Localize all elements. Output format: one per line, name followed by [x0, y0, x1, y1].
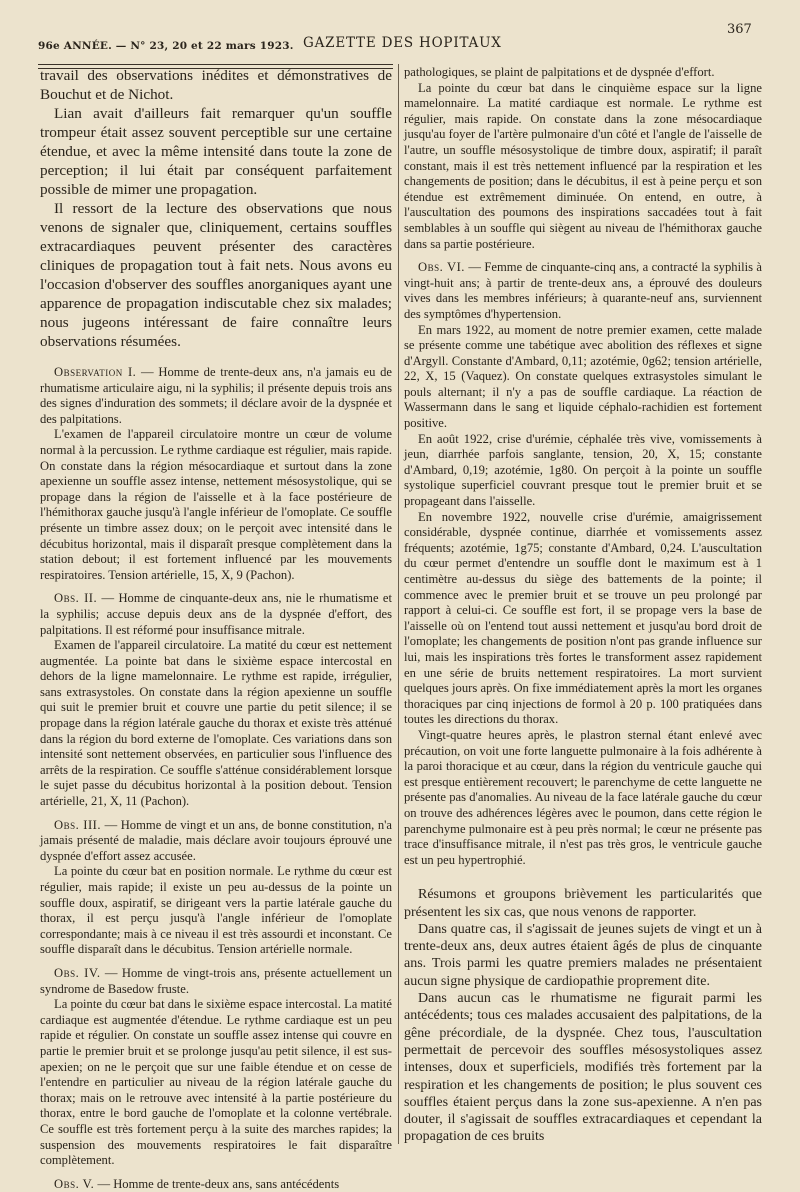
column-divider [398, 64, 399, 1144]
observation-label: Obs. IV. [54, 965, 101, 980]
left-column [40, 66, 392, 1192]
summary-paragraph: Dans aucun cas le rhumatisme ne figurait parmi les antécédents; tous ces malades accusaient des palpitations, de la gêne précordiale, de la dyspnée. Chez tous, l'auscultation permettait de percevoir des souffles mésosystoliques assez intenses, doux et superficiels, modifiés très fortement par la respiration et les changements de position; le plus souvent ces souffles étaient perçus dans la zone sus-apexienne. A n'en pas douter, il s'agissait de souffles extracardiaques et cependant la propagation de ces bruits [404, 991, 762, 1145]
observation-6-paragraph: Vingt-quatre heures après, le plastron sternal étant enlevé avec précaution, on voit une forte languette pulmonaire à la fois adhérente à la paroi thoracique et au cœur, dans la région du ventricule gauche qui est presque entièrement recouvert; le parenchyme de cette languette ne présente pas d'anomalies. Au niveau de la face latérale gauche du cœur on trouve des adhérences légères avec le poumon, dans cette région le parenchyme pulmonaire est à peu près normal; le cœur ne présente pas trace d'insuffisance mitrale, il n'est pas très gros, le ventricule gauche est un peu hypertrophié. [404, 727, 762, 867]
summary-paragraph: Résumons et groupons brièvement les particularités que présentent les six cas, que nous venons de rapporter. [404, 887, 762, 920]
right-column [404, 65, 762, 1146]
observation-label: Obs. VI. [418, 260, 465, 275]
page-number: 367 [727, 22, 752, 37]
summary-paragraph: Dans quatre cas, il s'agissait de jeunes sujets de vingt et un à trente-deux ans, deux autres étaient âgés de plus de cinquante ans. Trois parmi les quatre premiers malades ne présentaient aucun signe physique de cardiopathie proprement dite. [404, 921, 762, 989]
observation-5: Obs. V. — Homme de trente-deux ans, sans antécédents [54, 1176, 340, 1191]
observation-3-exam: La pointe du cœur bat en position normale. Le rythme du cœur est régulier, mais rapide; il existe un peu au-dessus de la pointe un souffle doux, aspiratif, se dirigeant vers la partie latérale gauche du thorax, il est perçu jusqu'à l'angle inférieur de l'omoplate correspondante; mais à ce niveau il est très assourdi et inconstant. Ce souffle disparaît dans le décubitus. Tension artérielle normale. [40, 864, 392, 957]
intro-paragraph: Il ressort de la lecture des observations que nous venons de signaler que, cliniquement, certains souffles extracardiaques peuvent présenter des caractères cliniques de propagation tout à fait nets. Nous avons eu l'occasion d'observer des souffles anorganiques ayant une apparence de propagation indiscutable chez six malades; nous jugeons intéressant de faire connaître leurs observations résumées. [40, 200, 392, 350]
observation-6-paragraph: En mars 1922, au moment de notre premier examen, cette malade se présente comme une tabétique avec abolition des réflexes et signe d'Argyll. Constante d'Ambard, 0,11; azotémie, 0g62; tension artérielle, 22, X, 15 (Vaquez). On constate quelques extrasystoles simulant le pouls alternant; il n'y a pas de souffle cardiaque. La réaction de Wassermann dans le sang et liquide céphalo-rachidien est fortement positive. [404, 322, 762, 431]
observation-label: Observation I. [54, 365, 137, 379]
intro-paragraph: Lian avait d'ailleurs fait remarquer qu'un souffle trompeur était assez souvent perceptible sur une certaine étendue, et avec la même intensité dans toute la zone de perception; il lui était par conséquent parfaitement possible de mimer une propagation. [40, 105, 392, 198]
observation-6-paragraph: En août 1922, crise d'urémie, céphalée très vive, vomissements à jeun, diarrhée parfois sanglante, tension, 20, X, 15; constante d'Ambard, 0,19; azotémie, 1g80. On perçoit à la pointe un souffle systolique superficiel couvrant presque tout le premier bruit et se propageant dans l'aisselle. [404, 431, 762, 509]
issue-info: 96e ANNÉE. — N° 23, 20 et 22 mars 1923. [38, 40, 294, 52]
observation-1-exam: L'examen de l'appareil circulatoire montre un cœur de volume normal à la percussion. Le rythme cardiaque est régulier, mais rapide. On constate dans la région mésocardiaque et surtout dans la zone apexienne un souffle assez intense, nettement mésosystolique, qui se propage dans la région de l'aisselle et à la face postérieure de l'hémithorax gauche jusqu'à l'angle inférieur de l'omoplate. Ce souffle présente un timbre assez doux; on le perçoit avec intensité dans le décubitus horizontal, mais il disparaît presque complètement dans la station debout; il est fortement influencé par les mouvements respiratoires. Tension artérielle, 15, X, 9 (Pachon). [40, 427, 392, 582]
observation-2: Obs. II. — Homme de cinquante-deux ans, nie le rhumatisme et la syphilis; accuse depuis deux ans de la dyspnée d'effort, des palpitations. Il est réformé pour insuffisance mitrale. [40, 591, 393, 637]
observation-3: Obs. III. — Homme de vingt et un ans, de bonne constitution, n'a jamais présenté de maladie, mais déclare avoir toujours éprouvé une dyspnée d'effort assez accusée. [40, 817, 392, 863]
observation-2-exam: Examen de l'appareil circulatoire. La matité du cœur est nettement augmentée. La pointe bat dans le sixième espace intercostal en dehors de la ligne mamelonnaire. Le rythme est rapide, irrégulier, sans extrasystoles. On constate dans la région apexienne un souffle qui suit le premier bruit et couvre une partie du petit silence; il se propage dans la région latérale gauche du thorax et existe très atténué dans la région du bord externe de l'omoplate. Ces variations dans son intensité sont nettement observées, en particulier sous l'influence des arrêts de la respiration. Ce souffle s'atténue considérablement lorsque le sujet passe du décubitus horizontal à la position debout. Tension artérielle, 21, X, 11 (Pachon). [40, 638, 392, 809]
intro-paragraph: travail des observations inédites et démonstratives de Bouchut et de Nichot. [40, 67, 392, 103]
observation-label: Obs. III. [54, 817, 102, 832]
observation-6-paragraph: En novembre 1922, nouvelle crise d'urémie, amaigrissement considérable, dyspnée continue, diarrhée et vomissements assez fréquents; azotémie, 1g75; constante d'Ambard, 0,24. L'auscultation du cœur permet d'entendre un souffle dont le maximum est à 1 centimètre au-dessus du siège des battements de la pointe; il commence avec le premier bruit et se trouve un peu prolongé par rapport à celui-ci. Ce souffle est fort, il se propage vers la base de l'aisselle où on l'entend tout aussi nettement et jusqu'au bord droit de l'omoplate; les changements de position n'ont pas grande influence sur lui, mais les inspirations très fortes le transforment assez rapidement en une série de bruits nettement respiratoires. La mort survient quelques jours après. On fixe immédiatement après la mort les organes thoraciques par cinq injections de formol à 20 p. 100 pratiquées dans toutes les directions du thorax. [404, 509, 762, 727]
page-header [0, 0, 800, 70]
observation-4-exam: La pointe du cœur bat dans le sixième espace intercostal. La matité cardiaque est augmentée d'étendue. Le rythme cardiaque est un peu rapide et régulier. On constate un souffle assez intense qui couvre en partie le premier bruit et se prolonge jusqu'au petit silence, il est sus-apexien; on ne le perçoit que sur une faible étendue et on cesse de l'entendre en particulier au niveau de la région latérale gauche du thorax; mais on le retrouve avec intensité à la partie postérieure du thorax, entre le bord gauche de l'omoplate et la colonne vertébrale. Ce souffle est très fortement perçu à la suite des marches rapides; la suspension des mouvements respiratoires le fait disparaître complètement. [40, 997, 392, 1168]
header-rule-top [38, 64, 393, 65]
observation-label: Obs. V. [54, 1176, 95, 1191]
observation-1: Observation I. — Homme de trente-deux ans, n'a jamais eu de rhumatisme articulaire aigu, ni la syphilis; il présente depuis trois ans des signes d'induration des sommets; il déclare avoir de la dyspnée et des palpitations. [40, 365, 392, 426]
observation-5-continued: pathologiques, se plaint de palpitations et de dyspnée d'effort. [404, 65, 715, 79]
journal-title: GAZETTE DES HOPITAUX [303, 35, 502, 51]
observation-label: Obs. II. [54, 591, 98, 606]
observation-5-exam: La pointe du cœur bat dans le cinquième espace sur la ligne mamelonnaire. La matité cardiaque est normale. Le rythme est régulier, mais rapide. On constate dans la zone mésocardiaque jusqu'au foyer de l'artère pulmonaire d'un côté et l'angle de l'aisselle de l'autre, un souffle mésosystolique de timbre doux, aspiratif; il paraît constant, mais il est très nettement influencé par la respiration et les changements de position; dans le décubitus, il est à peine perçu et son étendue est extrêmement diminuée. On entend, en outre, à l'auscultation des poumons des inspirations saccadées tout à fait semblables à un souffle qui siègent au niveau de l'hémithorax gauche dans sa partie postérieure. [404, 80, 762, 251]
observation-4: Obs. IV. — Homme de vingt-trois ans, présente actuellement un syndrome de Basedow fruste. [40, 965, 392, 996]
observation-6: Obs. VI. — Femme de cinquante-cinq ans, a contracté la syphilis à vingt-huit ans; à partir de trente-deux ans, a éprouvé des douleurs vives dans les membres inférieurs; à quarante-neuf ans, surviennent des symptômes d'hypertension. [404, 260, 762, 321]
